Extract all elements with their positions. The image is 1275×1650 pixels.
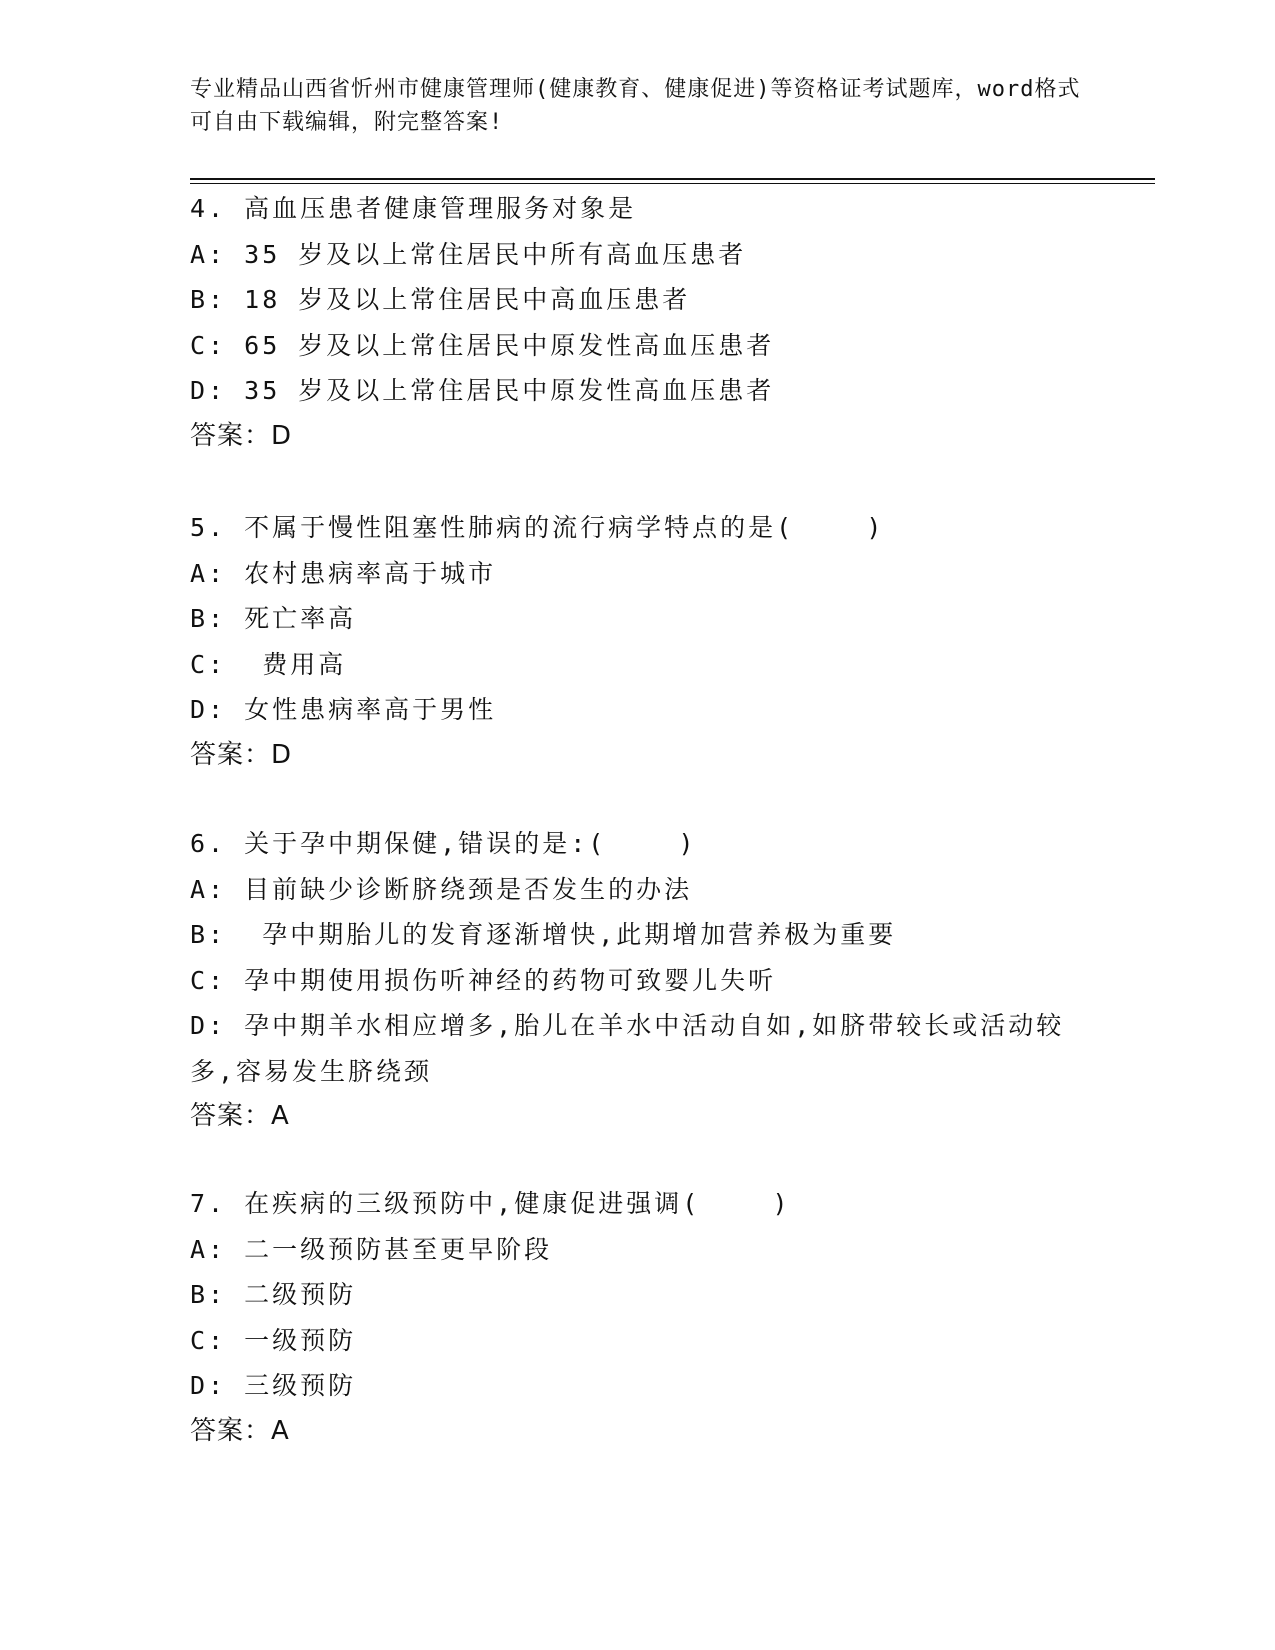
document-header: 专业精品山西省忻州市健康管理师(健康教育、健康促进)等资格证考试题库，word格式可自由下载编辑，附完整答案! bbox=[190, 77, 1081, 135]
option-c: C: 65 岁及以上常住居民中原发性高血压患者 bbox=[190, 330, 775, 360]
option-c: C: 一级预防 bbox=[190, 1325, 357, 1355]
question-5 bbox=[190, 505, 1090, 778]
option-a: A: 农村患病率高于城市 bbox=[190, 558, 497, 588]
question-stem: 5. 不属于慢性阻塞性肺病的流行病学特点的是( ) bbox=[190, 513, 885, 542]
option-d: D: 女性患病率高于男性 bbox=[190, 695, 497, 724]
option-d: D: 孕中期羊水相应增多,胎儿在羊水中活动自如,如脐带较长或活动较多,容易发生脐绕颈 bbox=[190, 1011, 1065, 1086]
answer: 答案：A bbox=[190, 1101, 290, 1131]
question-4 bbox=[190, 186, 1090, 459]
option-b: B: 孕中期胎儿的发育逐渐增快,此期增加营养极为重要 bbox=[190, 920, 897, 949]
option-a: A: 二一级预防甚至更早阶段 bbox=[190, 1234, 553, 1264]
option-b: B: 18 岁及以上常住居民中高血压患者 bbox=[190, 285, 691, 314]
option-a: A: 35 岁及以上常住居民中所有高血压患者 bbox=[190, 239, 747, 269]
option-b: B: 二级预防 bbox=[190, 1280, 357, 1309]
option-b: B: 死亡率高 bbox=[190, 604, 357, 633]
question-6 bbox=[190, 821, 1090, 1139]
question-7 bbox=[190, 1181, 1090, 1454]
option-c: C: 孕中期使用损伤听神经的药物可致婴儿失听 bbox=[190, 965, 777, 995]
question-stem: 4. 高血压患者健康管理服务对象是 bbox=[190, 194, 637, 223]
option-d: D: 35 岁及以上常住居民中原发性高血压患者 bbox=[190, 376, 775, 405]
answer: 答案：A bbox=[190, 1415, 290, 1446]
header-divider-thin bbox=[190, 183, 1155, 184]
answer: 答案：D bbox=[190, 420, 293, 451]
answer: 答案：D bbox=[190, 739, 293, 770]
header-divider-thick bbox=[190, 178, 1155, 180]
option-d: D: 三级预防 bbox=[190, 1371, 357, 1400]
question-stem: 6. 关于孕中期保健,错误的是:( ) bbox=[190, 829, 697, 858]
option-a: A: 目前缺少诊断脐绕颈是否发生的办法 bbox=[190, 874, 693, 904]
question-stem: 7. 在疾病的三级预防中,健康促进强调( ) bbox=[190, 1189, 791, 1218]
option-c: C: 费用高 bbox=[190, 649, 347, 679]
